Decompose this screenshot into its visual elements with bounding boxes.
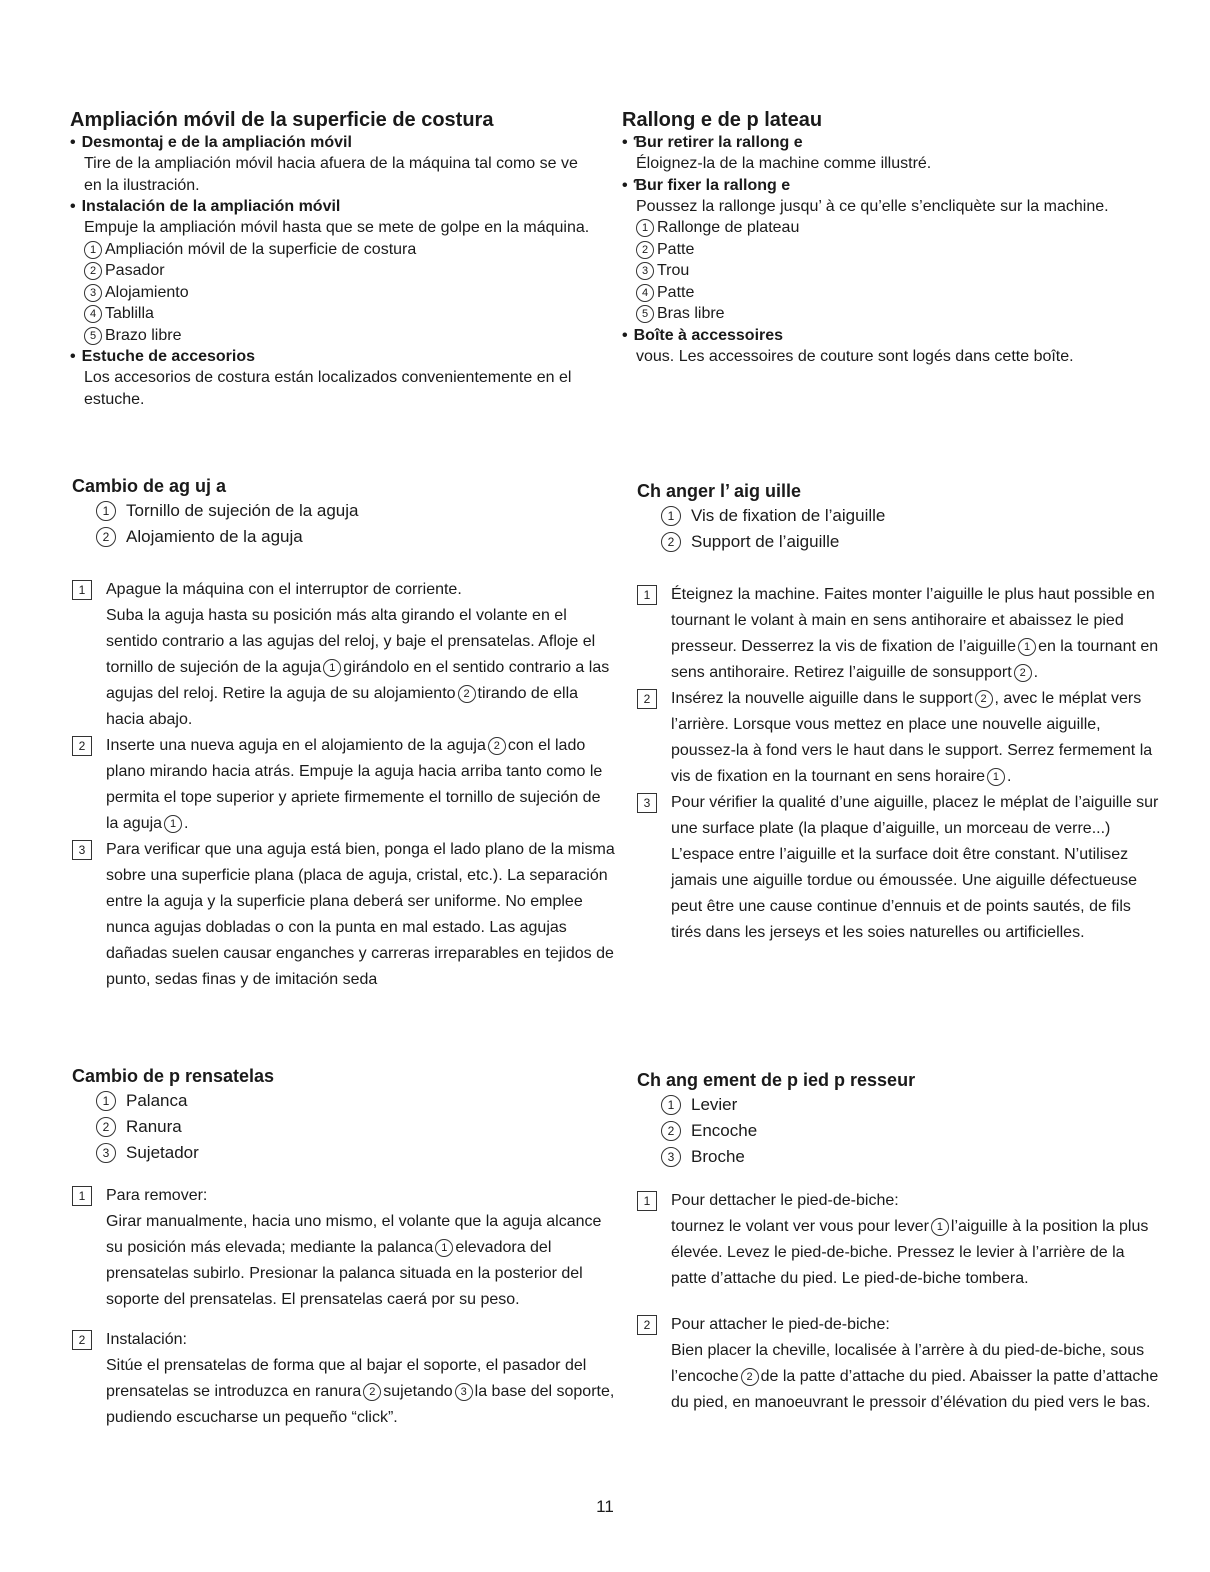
list-item [622,260,1162,282]
circled-number: 2 [636,241,654,259]
list-item-label: Alojamiento de la aguja [126,527,303,546]
list-item [70,282,600,304]
list-item [72,1114,617,1140]
step-number: 2 [637,689,657,709]
step-number: 2 [72,736,92,756]
step-text: sujetando [383,1383,453,1400]
list-item-label: Pasador [105,262,165,279]
list-item-label: Palanca [126,1091,188,1110]
step-text: tournez le volant ver vous pour lever [671,1218,929,1235]
step-3 [637,790,1162,946]
list-item-label: Broche [691,1147,745,1166]
es-ampliacion-section [70,108,600,410]
list-item [622,282,1162,304]
fr-aiguille-steps [637,582,1162,946]
fr-rallonge-text-2: Poussez la rallonge jusqu’ à ce qu’elle s’encliquète sur la machine. [636,197,1109,215]
circled-ref: 2 [363,1383,381,1401]
circled-number: 5 [84,327,102,345]
circled-number: 4 [84,305,102,323]
circled-ref: 2 [741,1368,759,1386]
es-ampliacion-bullet-3: • Estuche de accesorios [70,346,600,367]
fr-aiguille-title: Ch anger l’ aig uille [637,481,802,501]
list-item-label: Brazo libre [105,326,182,344]
fr-rallonge-bullet-2: • Ɓur fixer la rallong e [622,175,1162,196]
circled-ref: 1 [435,1239,453,1257]
circled-number: 3 [661,1147,681,1167]
circled-number: 1 [96,501,116,521]
step-text: girándolo en el sentido contrario a las agujas del reloj. Retire la aguja de su alojamiento [106,659,610,702]
fr-rallonge-bullet-1: • Ɓur retirer la rallong e [622,132,1162,153]
step-text: Sitúe el prensatelas de forma que al bajar el soporte, el pasador del prensatelas se introduzca en ranura [106,1357,587,1400]
es-prensatelas-title: Cambio de p rensatelas [72,1066,275,1086]
list-item-label: Bras libre [657,305,725,322]
list-item-label: Tornillo de sujeción de la aguja [126,501,359,520]
list-item [70,260,600,282]
list-item-label: Patte [657,283,695,301]
es-ampliacion-text-3: Los accesorios de costura están localizados convenientemente en el estuche. [84,369,572,408]
list-item [622,217,1162,239]
es-aguja-steps [72,577,617,993]
step-heading: Pour attacher le pied-de-biche: [671,1316,890,1333]
step-number: 1 [72,1186,92,1206]
list-item [70,303,600,325]
list-item [70,239,600,261]
es-ampliacion-bullet-1: • Desmontaj e de la ampliación móvil [70,132,600,153]
list-item-label: Rallonge de plateau [657,219,800,236]
step-text: Para verificar que una aguja está bien, ponga el lado plano de la misma sobre una superficie plana (placa de aguja, cristal, etc.). La separación entre la aguja y la superficie plana deberá ser uniforme. No emplee nunca agujas dobladas o con la punta en mal estado. Las agujas dañadas suelen causar enganches y carreras irreparables en tejidos de punto, sedas finas y de imitación seda [106,841,615,988]
circled-number: 1 [84,241,102,259]
step-number: 3 [72,840,92,860]
es-aguja-section [72,474,617,550]
step-text: tirando de ella hacia abajo. [106,685,579,728]
circled-number: 2 [84,262,102,280]
circled-ref: 1 [164,815,182,833]
step-number: 2 [637,1315,657,1335]
step-text: Suba la aguja hasta su posición más alta girando el volante en el sentido contrario a las agujas del reloj, y baje el prensatelas. Afloje el tornillo de sujeción de la aguja [106,607,596,676]
list-item [637,1144,1162,1170]
circled-number: 3 [84,284,102,302]
step-heading: Instalación: [106,1331,187,1348]
step-number: 1 [72,580,92,600]
step-1 [637,582,1162,686]
step-text: la base del soporte, pudiendo escucharse un pequeño “click”. [106,1383,615,1426]
step-text: Pour vérifier la qualité d’une aiguille, placez le méplat de l’aiguille sur une surface plate (la plaque d’aiguille, un morceau de verre...) L’espace entre l’aiguille et la surface doit être constant. N’utilisez jamais une aiguille tordue ou émoussée. Une aiguille défectueuse peut être une cause continue d’ennuis et de points sautés, de fils tirés dans les jerseys et les soies naturelles ou artificielles. [671,794,1159,941]
list-item-label: Sujetador [126,1143,199,1162]
circled-number: 3 [96,1143,116,1163]
list-item-label: Alojamiento [105,283,189,301]
list-item-label: Tablilla [105,305,154,322]
list-item [637,1118,1162,1144]
fr-aiguille-section [637,479,1162,555]
circled-ref: 3 [455,1383,473,1401]
fr-pied-section [637,1068,1162,1170]
step-1 [72,577,617,733]
es-prensatelas-steps [72,1183,617,1431]
circled-number: 2 [96,527,116,547]
step-text: , avec le méplat vers l’arrière. Lorsque vous mettez en place une nouvelle aiguille, poussez-la à fond vers le haut dans le support. Serrez fermement la vis de fixation en la tournant en sens horaire [671,690,1153,785]
list-item [637,1092,1162,1118]
es-prensatelas-section [72,1064,617,1166]
circled-ref: 2 [488,737,506,755]
circled-number: 1 [661,506,681,526]
step-text: . [1006,768,1012,785]
step-text: Insérez la nouvelle aiguille dans le support [671,690,973,707]
step-3 [72,837,617,993]
circled-number: 5 [636,305,654,323]
list-item-label: Vis de fixation de l’aiguille [691,506,886,525]
list-item [72,524,617,550]
step-1 [72,1183,617,1313]
list-item [637,529,1162,555]
step-number: 1 [637,1191,657,1211]
step-2 [72,1327,617,1431]
circled-ref: 2 [975,690,993,708]
step-text: l’aiguille à la position la plus élevée. Levez le pied-de-biche. Pressez le levier à l’arrière de la patte d’attache du pied. Le pied-de-biche tombera. [671,1218,1149,1287]
list-item-label: Support de l’aiguille [691,532,840,551]
fr-pied-steps [637,1188,1162,1416]
circled-number: 3 [636,262,654,280]
list-item [72,1088,617,1114]
circled-number: 1 [96,1091,116,1111]
list-item [70,325,600,347]
list-item [637,503,1162,529]
circled-number: 1 [661,1095,681,1115]
circled-number: 2 [661,532,681,552]
list-item [622,239,1162,261]
list-item-label: Trou [657,262,690,279]
step-2 [637,1312,1162,1416]
list-item [622,303,1162,325]
circled-ref: 1 [987,768,1005,786]
circled-number: 2 [96,1117,116,1137]
step-text: Apague la máquina con el interruptor de corriente. [106,581,462,598]
circled-number: 1 [636,219,654,237]
step-heading: Para remover: [106,1187,208,1204]
list-item-label: Ranura [126,1117,182,1136]
step-text: de la patte d’attache du pied. Abaisser la patte d’attache du pied, en manoeuvrant le pressoir d’élévation du pied vers le bas. [671,1368,1159,1411]
fr-rallonge-section [622,108,1162,367]
step-heading: Pour dettacher le pied-de-biche: [671,1192,899,1209]
step-text: Girar manualmente, hacia uno mismo, el volante que la aguja alcance su posición más elevada; mediante la palanca [106,1213,602,1256]
circled-number: 4 [636,284,654,302]
step-text: con el lado plano mirando hacia atrás. Empuje la aguja hacia arriba tanto como le permita el tope superior y apriete firmemente el tornillo de sujeción de la aguja [106,737,603,832]
step-text: Éteignez la machine. Faites monter l’aiguille le plus haut possible en tournant le volant à main en sens antihoraire et abaissez le pied presseur. Desserrez la vis de fixation de l’aiguille [671,586,1155,655]
fr-rallonge-text-1: Éloignez-la de la machine comme illustré. [636,155,932,172]
fr-rallonge-title: Rallong e de p lateau [622,109,823,131]
step-1 [637,1188,1162,1292]
circled-ref: 1 [323,659,341,677]
step-number: 3 [637,793,657,813]
es-ampliacion-text-1: Tire de la ampliación móvil hacia afuera de la máquina tal como se ve en la ilustración. [84,155,578,194]
list-item-label: Levier [691,1095,738,1114]
circled-ref: 2 [458,685,476,703]
es-ampliacion-title: Ampliación móvil de la superficie de costura [70,109,494,131]
circled-ref: 1 [1018,638,1036,656]
step-text: . [1033,664,1039,681]
list-item [72,498,617,524]
fr-rallonge-bullet-3: • Boîte à accessoires [622,325,1162,346]
step-text: Bien placer la cheville, localisée à l’arrère à du pied-de-biche, sous l’encoche [671,1342,1145,1385]
es-ampliacion-bullet-2: • Instalación de la ampliación móvil [70,196,600,217]
circled-ref: 1 [931,1218,949,1236]
step-number: 2 [72,1330,92,1350]
step-text: . [184,815,189,832]
list-item-label: Encoche [691,1121,758,1140]
fr-pied-title: Ch ang ement de p ied p resseur [637,1070,916,1090]
es-aguja-title: Cambio de ag uj a [72,476,227,496]
step-text: Inserte una nueva aguja en el alojamiento de la aguja [106,737,486,754]
list-item-label: Ampliación móvil de la superficie de costura [105,240,417,258]
list-item-label: Patte [657,240,695,258]
step-text: elevadora del prensatelas subirlo. Presionar la palanca situada en la posterior del soporte del prensatelas. El prensatelas caerá por su peso. [106,1239,583,1308]
step-text: en la tournant en sens antihoraire. Retirez l’aiguille de sonsupport [671,638,1159,681]
step-2 [72,733,617,837]
circled-ref: 2 [1014,664,1032,682]
fr-rallonge-text-3: vous. Les accessoires de couture sont logés dans cette boîte. [636,347,1074,365]
page-number: 11 [596,1497,614,1516]
circled-number: 2 [661,1121,681,1141]
step-number: 1 [637,585,657,605]
list-item [72,1140,617,1166]
step-2 [637,686,1162,790]
es-ampliacion-text-2: Empuje la ampliación móvil hasta que se mete de golpe en la máquina. [84,219,590,236]
